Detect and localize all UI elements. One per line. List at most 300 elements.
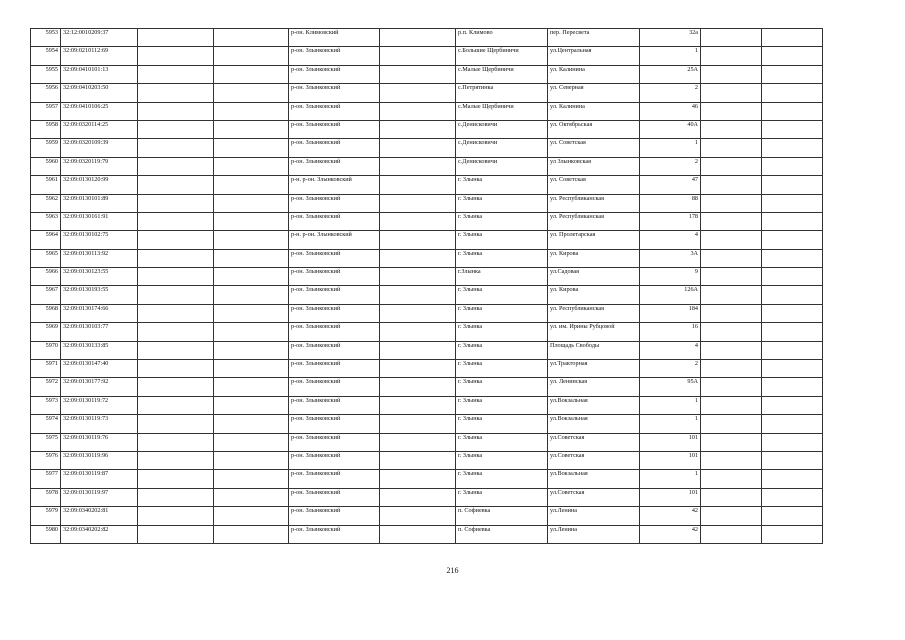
cell-empty-col-d <box>701 360 762 378</box>
cell-empty-col-c <box>380 212 456 230</box>
cell-empty-col-b <box>214 488 289 506</box>
cell-house-number: 1 <box>640 396 701 414</box>
cell-settlement: с.Малые Щербиничи <box>456 65 548 83</box>
cell-empty-col-a <box>138 65 214 83</box>
cell-street: ул Злынковская <box>548 157 640 175</box>
cell-cadastral-number: 32:09:0410106:25 <box>61 102 138 120</box>
table-row <box>31 286 823 304</box>
cell-empty-col-b <box>214 120 289 138</box>
cell-empty-col-b <box>214 176 289 194</box>
cell-empty-col-b <box>214 525 289 543</box>
cell-empty-col-e <box>762 488 823 506</box>
cell-empty-col-e <box>762 415 823 433</box>
cell-empty-col-b <box>214 157 289 175</box>
cell-empty-col-e <box>762 341 823 359</box>
cell-cadastral-number: 32:09:0130120:99 <box>61 176 138 194</box>
cell-house-number: 101 <box>640 488 701 506</box>
cell-empty-col-d <box>701 323 762 341</box>
cell-empty-col-b <box>214 249 289 267</box>
cell-cadastral-number: 32:09:0130119:87 <box>61 470 138 488</box>
cell-street: ул. Республиканская <box>548 304 640 322</box>
cell-row-number: 5955 <box>31 65 61 83</box>
cell-cadastral-number: 32:09:0130113:92 <box>61 249 138 267</box>
cell-house-number: 1 <box>640 415 701 433</box>
cell-empty-col-d <box>701 470 762 488</box>
cell-cadastral-number: 32:09:0130119:72 <box>61 396 138 414</box>
cell-row-number: 5959 <box>31 139 61 157</box>
cell-district: р-он. Злынковский <box>289 360 380 378</box>
table-row <box>31 194 823 212</box>
cell-district: р-он. Злынковский <box>289 84 380 102</box>
cell-empty-col-c <box>380 268 456 286</box>
cell-row-number: 5979 <box>31 507 61 525</box>
cell-empty-col-a <box>138 29 214 47</box>
cell-empty-col-e <box>762 507 823 525</box>
table-row <box>31 360 823 378</box>
cell-empty-col-b <box>214 84 289 102</box>
cell-district: р-он. Злынковский <box>289 304 380 322</box>
cell-cadastral-number: 32:09:0130193:55 <box>61 286 138 304</box>
cell-row-number: 5956 <box>31 84 61 102</box>
cell-street: ул. Ленинская <box>548 378 640 396</box>
cell-empty-col-e <box>762 157 823 175</box>
cell-empty-col-c <box>380 47 456 65</box>
cell-empty-col-a <box>138 470 214 488</box>
cell-row-number: 5975 <box>31 433 61 451</box>
cell-empty-col-e <box>762 470 823 488</box>
table-row <box>31 231 823 249</box>
cell-empty-col-a <box>138 231 214 249</box>
cell-row-number: 5973 <box>31 396 61 414</box>
cell-empty-col-e <box>762 360 823 378</box>
cell-empty-col-d <box>701 231 762 249</box>
cell-empty-col-e <box>762 378 823 396</box>
cell-empty-col-d <box>701 268 762 286</box>
cell-row-number: 5974 <box>31 415 61 433</box>
registry-table <box>30 28 823 544</box>
cell-settlement: р.п. Климово <box>456 29 548 47</box>
cell-settlement: г. Злынка <box>456 249 548 267</box>
cell-empty-col-c <box>380 176 456 194</box>
cell-house-number: 101 <box>640 451 701 469</box>
cell-empty-col-b <box>214 378 289 396</box>
cell-empty-col-e <box>762 323 823 341</box>
table-row <box>31 176 823 194</box>
cell-house-number: 40А <box>640 120 701 138</box>
cell-settlement: г. Злынка <box>456 231 548 249</box>
cell-empty-col-d <box>701 212 762 230</box>
cell-settlement: г. Злынка <box>456 212 548 230</box>
cell-empty-col-a <box>138 488 214 506</box>
cell-empty-col-a <box>138 249 214 267</box>
cell-empty-col-b <box>214 139 289 157</box>
cell-cadastral-number: 32:09:0130161:91 <box>61 212 138 230</box>
cell-street: ул. Октябрьская <box>548 120 640 138</box>
cell-district: р-н. р-он. Злынковский <box>289 231 380 249</box>
cell-settlement: г. Злынка <box>456 415 548 433</box>
cell-settlement: г. Злынка <box>456 323 548 341</box>
cell-district: р-он. Злынковский <box>289 525 380 543</box>
cell-empty-col-c <box>380 84 456 102</box>
cell-row-number: 5967 <box>31 286 61 304</box>
table-row <box>31 139 823 157</box>
cell-house-number: 42 <box>640 507 701 525</box>
cell-empty-col-d <box>701 65 762 83</box>
cell-row-number: 5965 <box>31 249 61 267</box>
cell-cadastral-number: 32:09:0130103:77 <box>61 323 138 341</box>
cell-settlement: г. Злынка <box>456 304 548 322</box>
table-row <box>31 451 823 469</box>
cell-empty-col-a <box>138 120 214 138</box>
cell-row-number: 5962 <box>31 194 61 212</box>
cell-empty-col-a <box>138 396 214 414</box>
cell-empty-col-b <box>214 323 289 341</box>
cell-empty-col-b <box>214 47 289 65</box>
cell-district: р-он. Злынковский <box>289 157 380 175</box>
cell-district: р-он. Злынковский <box>289 286 380 304</box>
cell-settlement: с.Петрятинка <box>456 84 548 102</box>
cell-settlement: г. Злынка <box>456 378 548 396</box>
table-row <box>31 433 823 451</box>
cell-street: ул.Вокзальная <box>548 415 640 433</box>
cell-empty-col-e <box>762 268 823 286</box>
cell-row-number: 5966 <box>31 268 61 286</box>
cell-settlement: г. Злынка <box>456 360 548 378</box>
cell-empty-col-c <box>380 157 456 175</box>
page-number: 216 <box>446 566 459 575</box>
cell-empty-col-b <box>214 212 289 230</box>
cell-empty-col-e <box>762 65 823 83</box>
cell-row-number: 5964 <box>31 231 61 249</box>
cell-empty-col-d <box>701 286 762 304</box>
cell-district: р-он. Злынковский <box>289 249 380 267</box>
cell-district: р-он. Злынковский <box>289 341 380 359</box>
cell-settlement: г. Злынка <box>456 488 548 506</box>
cell-district: р-он. Злынковский <box>289 212 380 230</box>
cell-cadastral-number: 32:09:0340202:82 <box>61 525 138 543</box>
cell-settlement: г. Злынка <box>456 433 548 451</box>
cell-cadastral-number: 32:09:0130174:66 <box>61 304 138 322</box>
cell-settlement: с.Денисковичи <box>456 157 548 175</box>
cell-house-number: 46 <box>640 102 701 120</box>
cell-empty-col-a <box>138 84 214 102</box>
cell-empty-col-c <box>380 231 456 249</box>
cell-empty-col-d <box>701 415 762 433</box>
cell-district: р-он. Злынковский <box>289 120 380 138</box>
table-row <box>31 212 823 230</box>
cell-house-number: 1 <box>640 470 701 488</box>
cell-house-number: 178 <box>640 212 701 230</box>
table-row <box>31 84 823 102</box>
cell-district: р-он. Злынковский <box>289 451 380 469</box>
cell-empty-col-e <box>762 84 823 102</box>
cell-house-number: 42 <box>640 525 701 543</box>
cell-empty-col-b <box>214 29 289 47</box>
cell-empty-col-a <box>138 47 214 65</box>
cell-empty-col-c <box>380 139 456 157</box>
cell-district: р-он. Злынковский <box>289 323 380 341</box>
cell-row-number: 5976 <box>31 451 61 469</box>
cell-district: р-он. Злынковский <box>289 396 380 414</box>
cell-empty-col-d <box>701 304 762 322</box>
cell-street: ул.Садовая <box>548 268 640 286</box>
cell-empty-col-a <box>138 268 214 286</box>
registry-table-body <box>31 29 823 544</box>
cell-row-number: 5978 <box>31 488 61 506</box>
cell-district: р-он. Злынковский <box>289 507 380 525</box>
cell-empty-col-a <box>138 525 214 543</box>
cell-house-number: 32а <box>640 29 701 47</box>
cell-row-number: 5968 <box>31 304 61 322</box>
cell-cadastral-number: 32:09:0130133:85 <box>61 341 138 359</box>
cell-empty-col-e <box>762 451 823 469</box>
cell-house-number: 95А <box>640 378 701 396</box>
cell-cadastral-number: 32:09:0130101:89 <box>61 194 138 212</box>
cell-empty-col-e <box>762 29 823 47</box>
cell-house-number: 9 <box>640 268 701 286</box>
cell-settlement: с.Денисковичи <box>456 120 548 138</box>
cell-street: ул. Калинина <box>548 65 640 83</box>
cell-district: р-он. Злынковский <box>289 65 380 83</box>
cell-empty-col-d <box>701 194 762 212</box>
cell-empty-col-b <box>214 304 289 322</box>
cell-empty-col-a <box>138 157 214 175</box>
cell-empty-col-b <box>214 231 289 249</box>
cell-empty-col-b <box>214 341 289 359</box>
cell-empty-col-c <box>380 323 456 341</box>
cell-empty-col-b <box>214 415 289 433</box>
table-row <box>31 341 823 359</box>
cell-cadastral-number: 32:09:0340202:81 <box>61 507 138 525</box>
cell-settlement: с.Большие Щербиничи <box>456 47 548 65</box>
cell-empty-col-c <box>380 194 456 212</box>
table-row <box>31 396 823 414</box>
cell-house-number: 88 <box>640 194 701 212</box>
cell-empty-col-b <box>214 470 289 488</box>
cell-empty-col-c <box>380 304 456 322</box>
cell-row-number: 5977 <box>31 470 61 488</box>
cell-empty-col-e <box>762 396 823 414</box>
cell-empty-col-c <box>380 65 456 83</box>
cell-empty-col-c <box>380 29 456 47</box>
cell-empty-col-c <box>380 286 456 304</box>
cell-empty-col-d <box>701 433 762 451</box>
cell-house-number: 3А <box>640 249 701 267</box>
cell-row-number: 5954 <box>31 47 61 65</box>
cell-street: ул. Кирова <box>548 249 640 267</box>
table-row <box>31 415 823 433</box>
cell-cadastral-number: 32:09:0130177:92 <box>61 378 138 396</box>
cell-empty-col-b <box>214 102 289 120</box>
cell-empty-col-d <box>701 378 762 396</box>
cell-house-number: 126А <box>640 286 701 304</box>
cell-row-number: 5953 <box>31 29 61 47</box>
cell-empty-col-e <box>762 120 823 138</box>
table-row <box>31 304 823 322</box>
cell-empty-col-c <box>380 249 456 267</box>
cell-street: пер. Пересвета <box>548 29 640 47</box>
cell-settlement: с.Денисковичи <box>456 139 548 157</box>
cell-street: Площадь Свободы <box>548 341 640 359</box>
cell-row-number: 5971 <box>31 360 61 378</box>
cell-empty-col-c <box>380 102 456 120</box>
cell-cadastral-number: 32:09:0410203:50 <box>61 84 138 102</box>
cell-empty-col-c <box>380 120 456 138</box>
cell-cadastral-number: 32:09:0130119:76 <box>61 433 138 451</box>
cell-settlement: г. Злынка <box>456 341 548 359</box>
cell-street: ул.Советская <box>548 488 640 506</box>
cell-empty-col-e <box>762 433 823 451</box>
cell-street: ул.Вокзальная <box>548 396 640 414</box>
cell-empty-col-a <box>138 176 214 194</box>
cell-district: р-он. Злынковский <box>289 488 380 506</box>
cell-house-number: 1 <box>640 47 701 65</box>
cell-empty-col-d <box>701 451 762 469</box>
cell-cadastral-number: 32:09:0410101:13 <box>61 65 138 83</box>
cell-empty-col-b <box>214 360 289 378</box>
cell-empty-col-d <box>701 29 762 47</box>
cell-row-number: 5972 <box>31 378 61 396</box>
cell-empty-col-d <box>701 249 762 267</box>
cell-street: ул.Центральная <box>548 47 640 65</box>
cell-empty-col-b <box>214 451 289 469</box>
cell-street: ул.Ленина <box>548 525 640 543</box>
cell-cadastral-number: 32:09:0210112:69 <box>61 47 138 65</box>
cell-empty-col-e <box>762 102 823 120</box>
cell-empty-col-a <box>138 451 214 469</box>
cell-district: р-он. Злынковский <box>289 47 380 65</box>
table-row <box>31 525 823 543</box>
cell-district: р-он. Злынковский <box>289 194 380 212</box>
cell-empty-col-c <box>380 470 456 488</box>
cell-cadastral-number: 32:09:0130119:97 <box>61 488 138 506</box>
cell-empty-col-e <box>762 525 823 543</box>
cell-district: р-он. Злынковский <box>289 470 380 488</box>
cell-district: р-он. Злынковский <box>289 433 380 451</box>
cell-empty-col-a <box>138 304 214 322</box>
cell-empty-col-a <box>138 323 214 341</box>
cell-settlement: с.Малые Щербиничи <box>456 102 548 120</box>
cell-row-number: 5958 <box>31 120 61 138</box>
cell-empty-col-c <box>380 396 456 414</box>
cell-district: р-он. Злынковский <box>289 102 380 120</box>
cell-empty-col-a <box>138 360 214 378</box>
cell-settlement: г. Злынка <box>456 396 548 414</box>
table-row <box>31 268 823 286</box>
cell-district: р-н. р-он. Злынковский <box>289 176 380 194</box>
cell-empty-col-a <box>138 378 214 396</box>
cell-district: р-он. Злынковский <box>289 268 380 286</box>
table-row <box>31 323 823 341</box>
cell-empty-col-c <box>380 341 456 359</box>
cell-empty-col-b <box>214 396 289 414</box>
cell-empty-col-e <box>762 47 823 65</box>
cell-empty-col-a <box>138 433 214 451</box>
cell-empty-col-a <box>138 415 214 433</box>
cell-cadastral-number: 32:09:0320114:25 <box>61 120 138 138</box>
cell-empty-col-d <box>701 102 762 120</box>
cell-district: р-он. Злынковский <box>289 139 380 157</box>
cell-house-number: 2 <box>640 157 701 175</box>
table-row <box>31 249 823 267</box>
cell-empty-col-d <box>701 176 762 194</box>
cell-empty-col-e <box>762 212 823 230</box>
cell-row-number: 5980 <box>31 525 61 543</box>
cell-empty-col-e <box>762 194 823 212</box>
cell-row-number: 5969 <box>31 323 61 341</box>
cell-empty-col-c <box>380 525 456 543</box>
cell-district: р-он. Климовский <box>289 29 380 47</box>
cell-cadastral-number: 32:09:0320119:79 <box>61 157 138 175</box>
table-row <box>31 378 823 396</box>
cell-house-number: 25А <box>640 65 701 83</box>
cell-settlement: г. Злынка <box>456 451 548 469</box>
cell-settlement: г.Злынка <box>456 268 548 286</box>
cell-cadastral-number: 32:09:0130147:40 <box>61 360 138 378</box>
cell-settlement: г. Злынка <box>456 470 548 488</box>
cell-street: ул.Тракторная <box>548 360 640 378</box>
cell-street: ул. Калинина <box>548 102 640 120</box>
cell-empty-col-e <box>762 231 823 249</box>
table-row <box>31 47 823 65</box>
cell-empty-col-c <box>380 433 456 451</box>
cell-cadastral-number: 32:09:0130123:55 <box>61 268 138 286</box>
cell-house-number: 101 <box>640 433 701 451</box>
cell-empty-col-a <box>138 507 214 525</box>
cell-empty-col-b <box>214 286 289 304</box>
cell-empty-col-d <box>701 507 762 525</box>
cell-house-number: 4 <box>640 231 701 249</box>
cell-empty-col-e <box>762 139 823 157</box>
cell-house-number: 47 <box>640 176 701 194</box>
cell-empty-col-b <box>214 65 289 83</box>
cell-row-number: 5960 <box>31 157 61 175</box>
cell-house-number: 1 <box>640 139 701 157</box>
table-row <box>31 102 823 120</box>
table-row <box>31 488 823 506</box>
cell-street: ул.Советская <box>548 433 640 451</box>
cell-empty-col-a <box>138 341 214 359</box>
cell-empty-col-d <box>701 120 762 138</box>
cell-empty-col-d <box>701 84 762 102</box>
cell-row-number: 5961 <box>31 176 61 194</box>
cell-street: ул. Пролетарская <box>548 231 640 249</box>
cell-street: ул. Республиканская <box>548 194 640 212</box>
cell-empty-col-d <box>701 157 762 175</box>
cell-empty-col-b <box>214 194 289 212</box>
table-row <box>31 157 823 175</box>
cell-district: р-он. Злынковский <box>289 378 380 396</box>
cell-empty-col-b <box>214 507 289 525</box>
cell-settlement: г. Злынка <box>456 194 548 212</box>
cell-empty-col-c <box>380 415 456 433</box>
cell-street: ул.Ленина <box>548 507 640 525</box>
cell-empty-col-e <box>762 249 823 267</box>
cell-cadastral-number: 32:09:0320109:39 <box>61 139 138 157</box>
cell-street: ул.Советская <box>548 451 640 469</box>
cell-settlement: г. Злынка <box>456 286 548 304</box>
cell-empty-col-d <box>701 341 762 359</box>
cell-settlement: г. Злынка <box>456 176 548 194</box>
cell-cadastral-number: 32:09:0130119:96 <box>61 451 138 469</box>
cell-empty-col-a <box>138 212 214 230</box>
cell-cadastral-number: 32:09:0130102:75 <box>61 231 138 249</box>
table-row <box>31 507 823 525</box>
cell-empty-col-c <box>380 451 456 469</box>
cell-house-number: 2 <box>640 360 701 378</box>
cell-street: ул. им. Ирины Рубцовой <box>548 323 640 341</box>
cell-empty-col-e <box>762 176 823 194</box>
